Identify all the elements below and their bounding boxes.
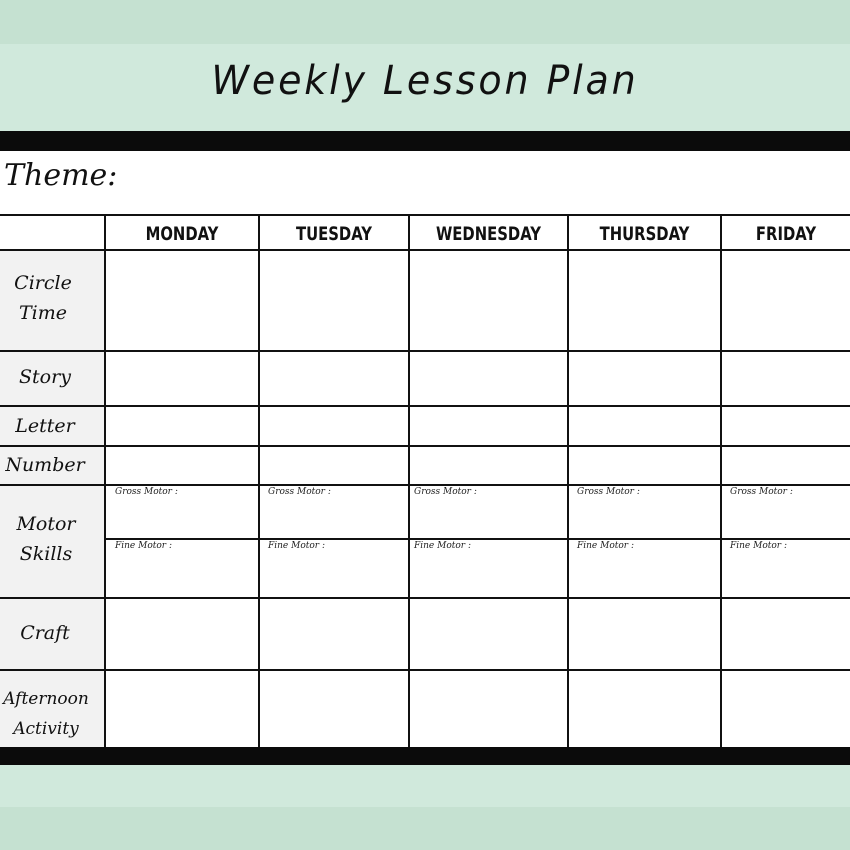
row-label-craft: Craft xyxy=(20,622,70,644)
day-header-thursday: THURSDAY xyxy=(599,223,690,245)
bottom-border-bar xyxy=(0,747,850,765)
gross-motor-label: Gross Motor : xyxy=(730,487,793,497)
grid-line xyxy=(0,405,850,407)
grid-line xyxy=(0,214,850,216)
theme-label: Theme: xyxy=(4,158,118,193)
grid-line xyxy=(0,350,850,352)
fine-motor-label: Fine Motor : xyxy=(268,541,325,551)
grid-column-line xyxy=(258,214,260,747)
fine-motor-label: Fine Motor : xyxy=(730,541,787,551)
grid-line xyxy=(0,597,850,599)
grid-line xyxy=(0,249,850,251)
row-label-letter: Letter xyxy=(15,415,75,437)
day-header-friday: FRIDAY xyxy=(755,223,817,245)
bottom-mint-band-lower xyxy=(0,807,850,850)
row-label-motor-skills: Motor Skills xyxy=(16,513,76,565)
grid-column-line xyxy=(408,214,410,747)
page-title: Weekly Lesson Plan xyxy=(211,58,639,104)
day-header-tuesday: TUESDAY xyxy=(295,223,373,245)
grid-column-line xyxy=(104,214,106,747)
gross-motor-label: Gross Motor : xyxy=(577,487,640,497)
row-label-afternoon-activity: Afternoon Activity xyxy=(3,689,89,739)
grid-column-line xyxy=(720,214,722,747)
bottom-mint-band xyxy=(0,765,850,807)
day-header-monday: MONDAY xyxy=(145,223,219,245)
row-label-number: Number xyxy=(5,454,85,476)
day-header-wednesday: WEDNESDAY xyxy=(435,223,542,245)
grid-line xyxy=(0,669,850,671)
row-label-story: Story xyxy=(19,366,71,388)
gross-motor-label: Gross Motor : xyxy=(268,487,331,497)
grid-column-line xyxy=(567,214,569,747)
grid-line xyxy=(0,484,850,486)
gross-motor-label: Gross Motor : xyxy=(414,487,477,497)
fine-motor-label: Fine Motor : xyxy=(577,541,634,551)
row-label-circle-time: Circle Time xyxy=(14,272,72,324)
motor-divider-line xyxy=(105,538,850,540)
top-mint-band xyxy=(0,0,850,44)
gross-motor-label: Gross Motor : xyxy=(115,487,178,497)
top-border-bar xyxy=(0,131,850,151)
grid-line xyxy=(0,445,850,447)
fine-motor-label: Fine Motor : xyxy=(115,541,172,551)
fine-motor-label: Fine Motor : xyxy=(414,541,471,551)
